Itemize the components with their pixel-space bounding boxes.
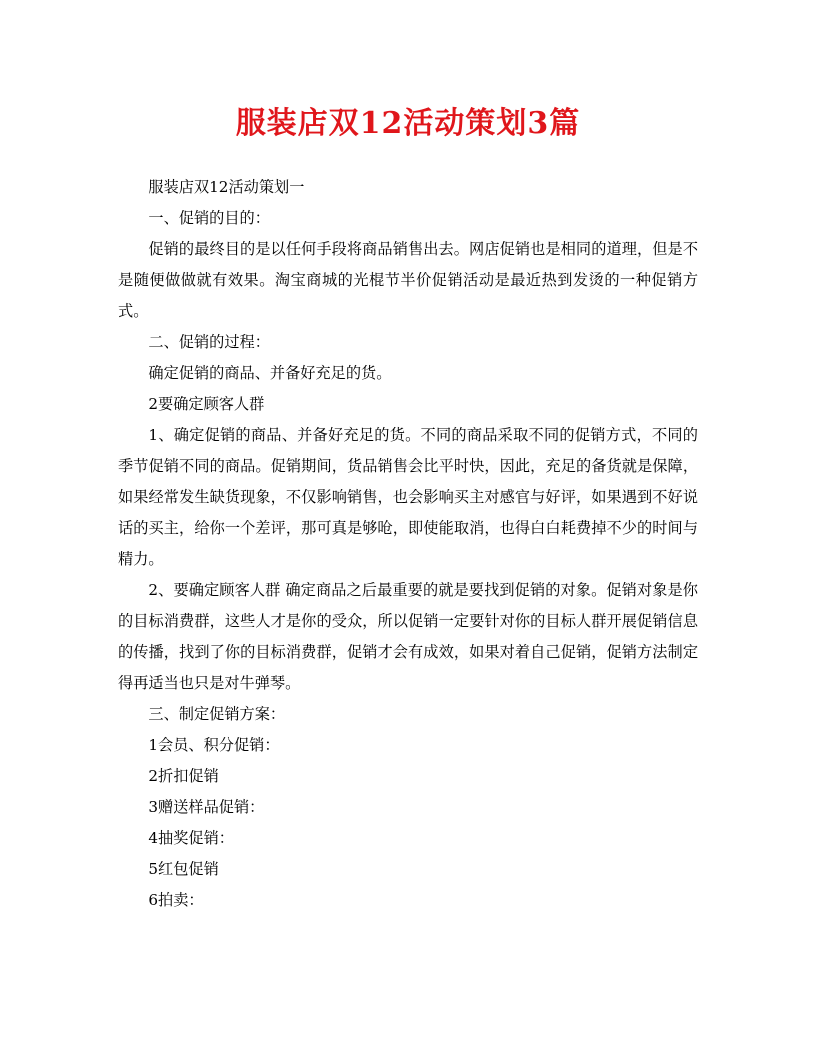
body-paragraph: 2、要确定顾客人群 确定商品之后最重要的就是要找到促销的对象。促销对象是你的目标消费群，这些人才是你的受众，所以促销一定要针对你的目标人群开展促销信息的传播，找到了你的目标消费群，促销才会有成效，如果对着自己促销，促销方法制定得再适当也只是对牛弹琴。 (118, 581, 698, 692)
section-heading: 三、制定促销方案： (148, 705, 286, 723)
list-item: 3赠送样品促销： (148, 798, 265, 816)
document-title: 服装店双12活动策划3篇 (235, 106, 581, 141)
document-body (118, 172, 698, 916)
body-paragraph: 确定促销的商品、并备好充足的货。 (148, 364, 392, 382)
list-item: 6拍卖： (148, 891, 204, 909)
body-paragraph: 1、确定促销的商品、并备好充足的货。不同的商品采取不同的促销方式，不同的季节促销不同的商品。促销期间，货品销售会比平时快，因此，充足的备货就是保障，如果经常发生缺货现象，不仅影响销售，也会影响买主对感官与好评，如果遇到不好说话的买主，给你一个差评，那可真是够呛，即使能取消，也得白白耗费掉不少的时间与精力。 (118, 426, 698, 568)
body-paragraph: 促销的最终目的是以任何手段将商品销售出去。网店促销也是相同的道理，但是不是随便做做就有效果。淘宝商城的光棍节半价促销活动是最近热到发烫的一种促销方式。 (118, 240, 698, 320)
list-item: 4抽奖促销： (148, 829, 234, 847)
body-paragraph: 2要确定顾客人群 (148, 395, 265, 413)
section-heading: 服装店双12活动策划一 (148, 178, 305, 196)
list-item: 5红包促销 (148, 860, 219, 878)
list-item: 1会员、积分促销： (148, 736, 280, 754)
list-item: 2折扣促销 (148, 767, 219, 785)
section-heading: 二、促销的过程： (148, 333, 270, 351)
section-heading: 一、促销的目的： (148, 209, 270, 227)
